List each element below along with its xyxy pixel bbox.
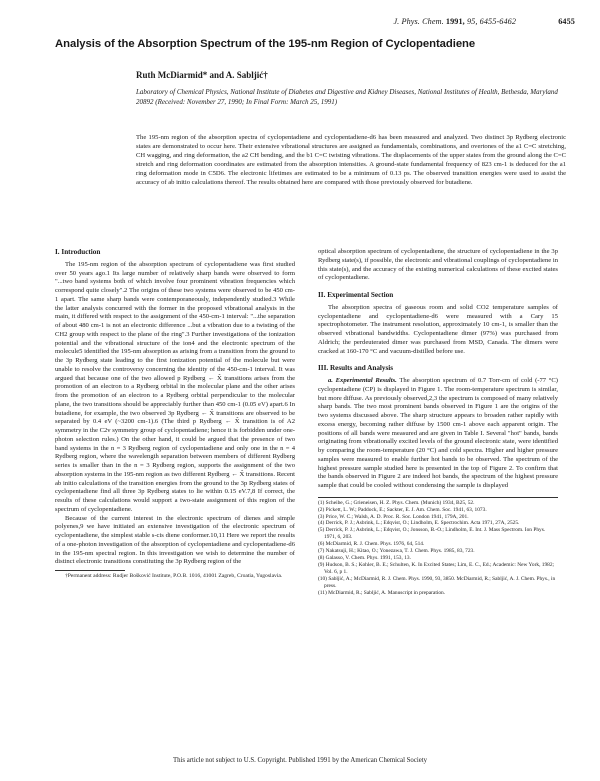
right-column — [318, 248, 558, 596]
reference-item: (2) Pickett, L. W.; Paddock, E.; Sackter, E. J. Am. Chem. Soc. 1941, 63, 1073. — [318, 506, 487, 513]
reference-item: (11) McDiarmid, R.; Sabljić, A. Manuscript in preparation. — [318, 589, 446, 596]
intro-paragraph-2: Because of the current interest in the electronic spectrum of dienes and simple polyenes,9 we have initiated an extensive investigation of the electronic spectrum of cyclopentadiene, the simplest stable s-cis diene conformer.10,11 Here we report the results of a one-photon investigation of the absorption of cyclopentadiene and cyclopentadiene-d6 in the 195-nm spectral region. In this investigation we wish to determine the number of distinct electronic transitions constituting the 3p Rydberg region of the — [55, 514, 295, 566]
results-text: The absorption spectrum of 0.7 Torr-cm of cold (-77 °C) cyclopentadiene (CP) is displayed in Figure 1. The room-temperature spectrum is similar, but more diffuse. As previously observed,2,3 the spectrum is composed of many relatively sharp bands. The two most prominent bands observed in Figure 1 are the origins of the two systems discussed above. The sharp structure appears to broaden rather rapidly with excess energy, becoming rather diffuse by 1500 cm-1 above each apparent origin. The positions of all bands were measured and are given in Table I. Several "hot" bands, bands originating from vibrationally excited levels of the ground electronic state, were identified by comparing the room-temperature (20 °C) and cold spectra. Higher and higher pressure samples were measured to enable further hot bands to be observed. The spectrum of the highest pressure sample studied here is presented in the top of Figure 2. To confirm that the bands observed in Figure 2 are indeed hot bands, the spectrum of the highest pressure sample that could be cooled without condensing the sample is displayed — [318, 377, 559, 489]
abstract: The 195-nm region of the absorption spectra of cyclopentadiene and cyclopentadiene-d6 has been measured and analyzed. Two distinct 3p Rydberg electronic states are demonstrated to occur here. Their extensive vibrational structures are assigned as fundamentals, combinations, and overtones of the a1 C=C stretching, CH wagging, and ring deformation, the a2 CH bending, and the b1 C=C twisting vibrations. The displacements of the upper states from the ground along the C=C stretch and ring deformation coordinates are estimated from the absorption intensities. A ground-state fundamental frequency of 823 cm-1 is deduced for the a1 ring deformation mode in C5D6. The electronic lifetimes are estimated to be a minimum of 0.13 ps. The observed transition energies were used to assist the accuracy of ab initio calculations thereof. The results obtained here are compared with those previously observed for butadiene. — [136, 134, 566, 186]
journal-volume: 95, — [466, 17, 478, 26]
running-header — [0, 17, 575, 26]
continued-paragraph: optical absorption spectrum of cyclopentadiene, the structure of cyclopentadiene in the 3p Rydberg state(s), if possible, the electronic and vibrational couplings of cyclopentadiene in this state(s), and the accuracy of the existing numerical calculations of these excited states of cyclopentadiene. — [318, 248, 558, 282]
author-list: Ruth McDiarmid* and A. Sabljić† — [136, 70, 268, 80]
left-column — [55, 248, 295, 580]
reference-item: (10) Sabljić, A.; McDiarmid, R. J. Chem. Phys. 1990, 93, 3850. McDiarmid, R.; Sabljić, A. J. Chem. Phys., in press. — [318, 575, 556, 589]
results-paragraph — [318, 377, 558, 491]
references-divider — [318, 497, 558, 498]
intro-paragraph-1: The 195-nm region of the absorption spectrum of cyclopentadiene was first studied over 50 years ago.1 Its large number of relatively sharp bands were observed to form "...two band systems both of which involve four prominent vibration frequencies which correspond quite closely".2 The origins of these two systems were observed to be 450 cm-1 apart. The same sharp bands were contemporaneously, independently studied.3 While the latter analysis concurred with the former in the proposed vibrational analysis in the main, it differed with respect to the assignment of the 450-cm-1 interval: "...the separation of about 480 cm-1 is not an electronic difference ...but a vibration due to a twisting of the CH2 group with respect to the plane of the ring".3 Further investigations of the ionization potential and the vibrational structure of the ion4 and the electronic spectrum of the molecule5 identified the 195-nm absorption as arising from a transition from the ground to the 3p Rydberg state leading to the first ionization potential of the molecule but were unable to resolve the controversy concerning the identity of the 450-cm-1 interval. It was argued that because one of the two allowed p Rydberg ← X̃ transitions arises from the promotion of an electron to a Rydberg orbital in the molecular plane and the other arises from the promotion of an electron to a Rydberg orbital perpendicular to the molecular plane, the two transitions should be appreciably further than 450 cm-1 (0.05 eV) apart.6 In butadiene, for example, the two observed 3p Rydberg ← X̃ transitions are observed to be separated by 0.4 eV (~3200 cm-1).6 (The third p Rydberg ← X̃ transition is of A2 symmetry in the C2v symmetry group of cyclopentadiene; hence it is forbidden under one-photon selection rules.) On the other hand, it could be argued that the presence of two band systems in the n = 3 Rydberg region of cyclopentadiene and only one in the n = 4 Rydberg region, where the wavelength separation between members of different Rydberg series is smaller than in the n = 3 Rydberg region, supports the assignment of the two absorption systems in the 195-nm region as two different Rydberg ← X̃ transitions. Recent ab initio calculations of the transition energies from the ground to the 3p Rydberg states of cyclopentadiene find all three 3p Rydberg states to lie within 0.15 eV.7,8 If correct, the results of these calculations would support a two-state assignment of this region of the spectrum of cyclopentadiene. — [55, 260, 295, 513]
results-subheading: a. Experimental Results. — [328, 377, 397, 384]
section-heading-introduction: I. Introduction — [55, 248, 101, 256]
reference-item: (3) Price, W. C.; Walsh, A. D. Proc. R. Soc. London 1941, 179A, 201. — [318, 513, 469, 520]
footnote-divider — [55, 570, 125, 571]
reference-item: (7) Nakatsuji, H.; Kitao, O.; Yonezawa, T. J. Chem. Phys. 1985, 83, 723. — [318, 548, 475, 555]
copyright-footer: This article not subject to U.S. Copyright. Published 1991 by the American Chemical Society — [172, 757, 428, 764]
reference-item: (9) Hudson, B. S.; Kohler, B. E.; Schulten, K. In Excited States; Lim, E. C., Ed.; Academic: New York, 1982; Vol. 6, p 1. — [318, 561, 555, 575]
reference-item: (8) Galasso, V. Chem. Phys. 1991, 153, 13. — [318, 555, 411, 561]
journal-pages: 6455-6462 — [479, 17, 517, 26]
section-heading-results: III. Results and Analysis — [318, 364, 394, 373]
experimental-paragraph: The absorption spectra of gaseous room and solid CO2 temperature samples of cyclopentadiene and cyclopentadiene-d6 were measured with a Cary 15 spectrophotometer. The instrument resolution, approximately 10 cm-1, is smaller than the observed vibrational bandwidths. Cyclopentadiene dimer (97%) was purchased from Aldrich; the perdeuterated dimer was purchased from MSD, Canada. The dimers were cracked at 160-170 °C and vacuum-distilled before use. — [318, 303, 558, 355]
section-heading-experimental: II. Experimental Section — [318, 291, 394, 299]
reference-item: (5) Derrick, P. J.; Asbrink, L.; Edqvist, O.; Jonsson, B.-O.; Lindholm, E. Int. J. Mass Spectrom. Ion Phys. 1971, 6, 203. — [318, 527, 546, 541]
article-title: Analysis of the Absorption Spectrum of the 195-nm Region of Cyclopentadiene — [55, 38, 476, 50]
reference-list — [318, 500, 558, 597]
author-footnote: †Permanent address: Rudjer Bošković Institute, P.O.B. 1016, 41001 Zagreb, Croatia, Yugoslavia. — [65, 573, 283, 579]
reference-item: (4) Derrick, P. J.; Asbrink, L.; Edqvist, O.; Lindholm, E. Spectrochim. Acta 1971, 27A, 2525. — [318, 520, 520, 527]
journal-name: J. Phys. Chem. — [393, 17, 444, 26]
page-number: 6455 — [558, 17, 575, 26]
journal-year: 1991, — [445, 17, 465, 26]
reference-item: (1) Scheibe, G.; Grieneisen, H. Z. Phys. Chem. (Munich) 1934, B25, 52. — [318, 499, 475, 506]
reference-item: (6) McDiarmid, R. J. Chem. Phys. 1976, 64, 514. — [318, 541, 425, 548]
affiliation: Laboratory of Chemical Physics, National Institute of Diabetes and Digestive and Kidney Diseases, National Institutes of Health, Bethesda, Maryland 20892 (Received: November 27, 1990; In Final Form: March 25, 1991) — [136, 88, 558, 106]
